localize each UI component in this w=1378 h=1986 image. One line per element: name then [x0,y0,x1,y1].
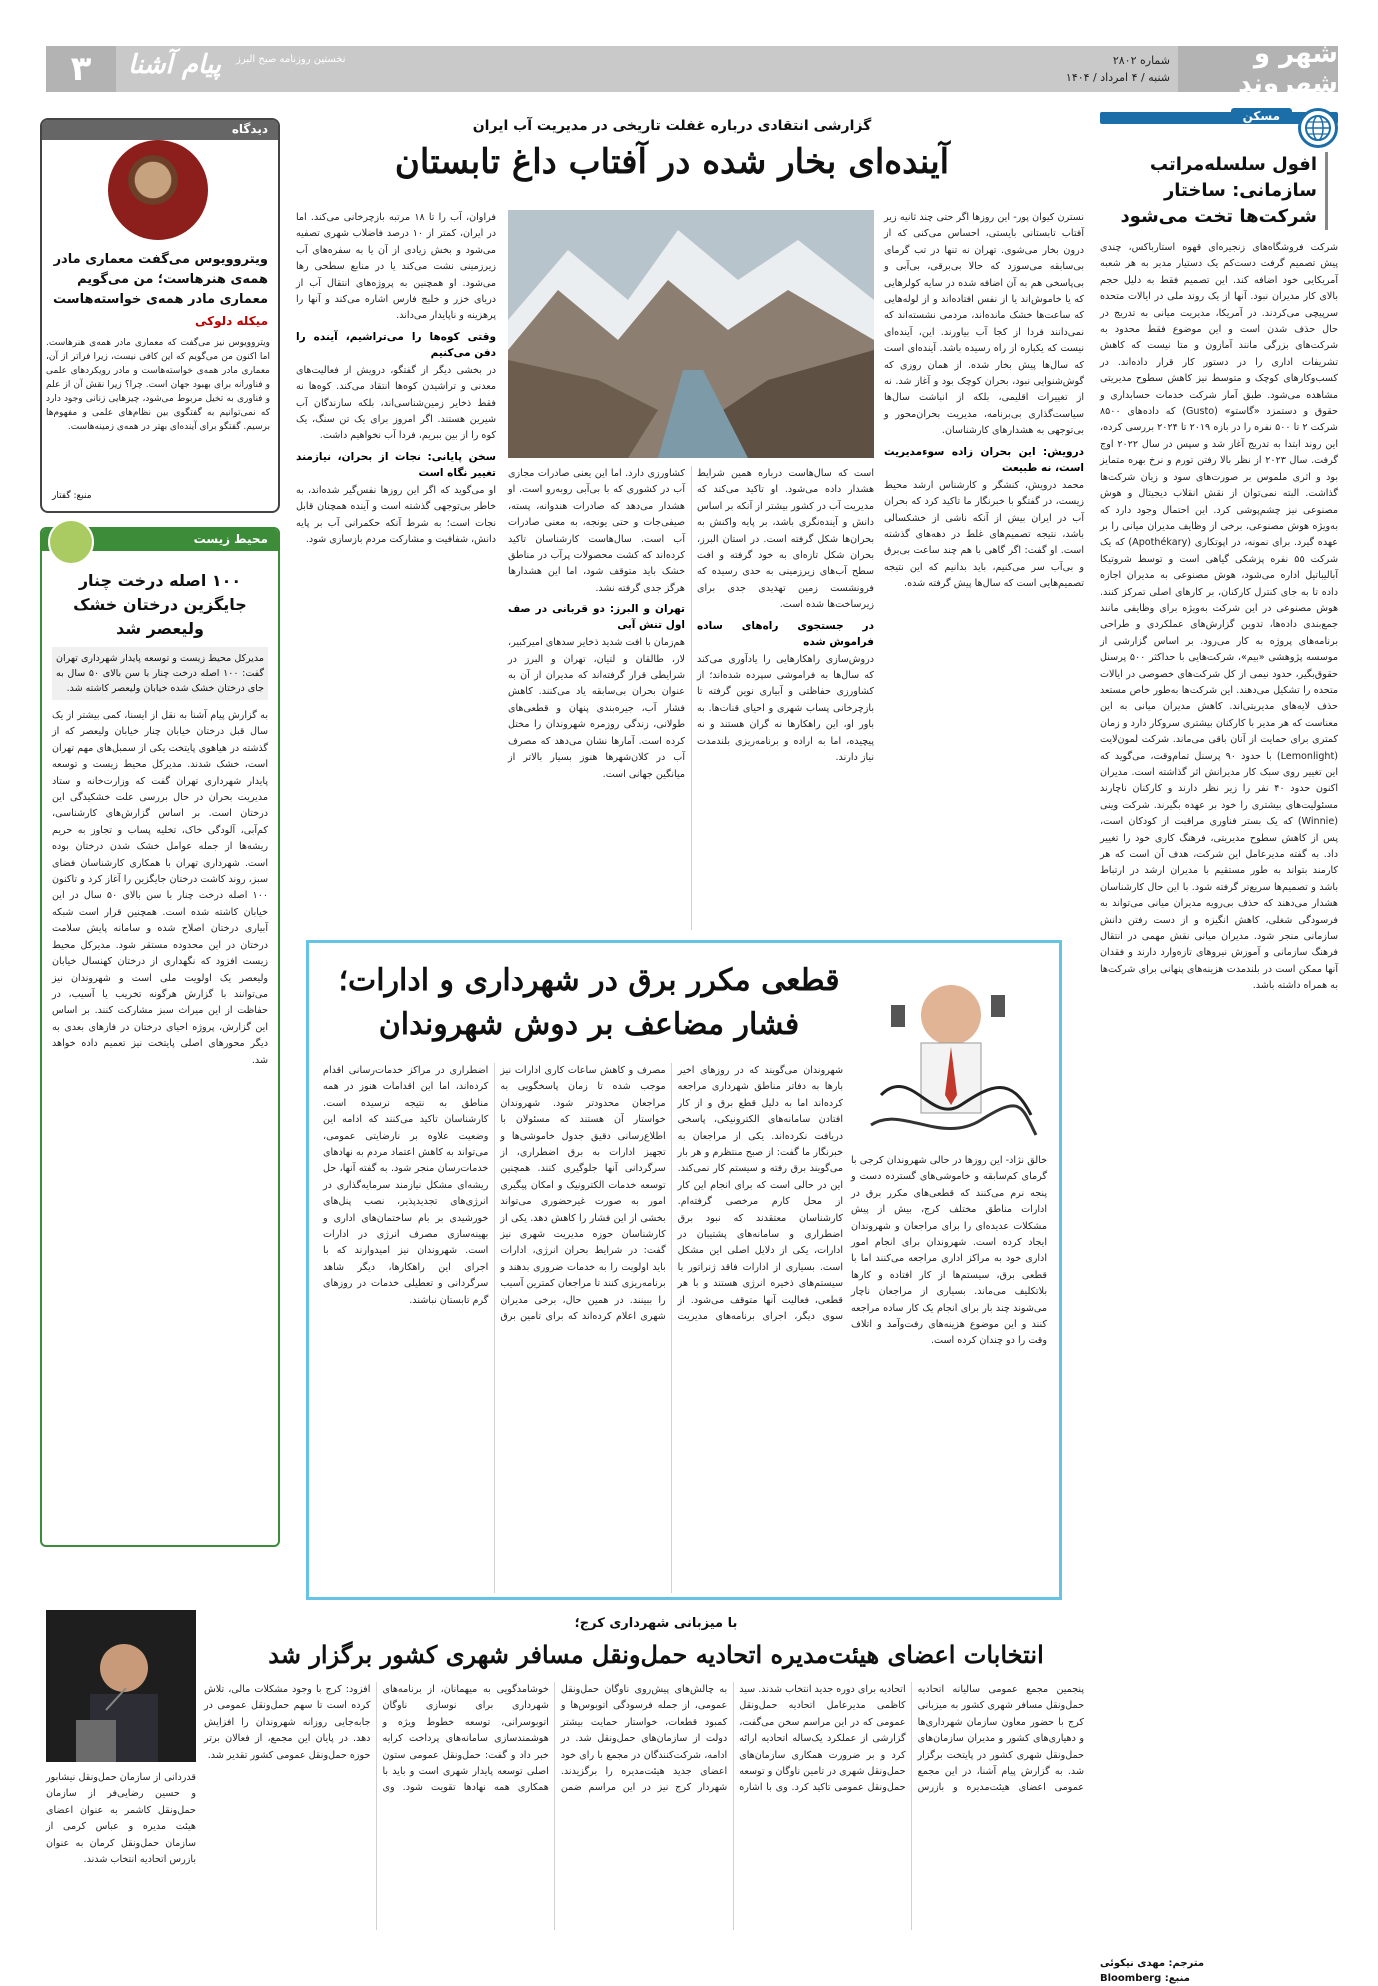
housing-article [1100,109,1338,1986]
issue-date: شنبه / ۴ امرداد / ۱۴۰۴ [1065,71,1170,84]
opinion-box [40,118,280,513]
housing-credit [1100,1956,1338,1986]
environment-tag: محیط زیست [42,529,278,551]
opinion-tag-label: دیدگاه [231,122,268,136]
photo-caption: قدردانی از سازمان حمل‌ونقل نیشابور و حسین رضایی‌فر از سازمان حمل‌ونقل کاشمر به عنوان اعضای هیئت مدیره و عباس کرمی از سازمان حمل‌ونقل کرمان به عنوان بازرس اتحادیه انتخاب شدند. [46,1772,196,1866]
issue-number: شماره ۲۸۰۲ [1112,54,1170,67]
opinion-source: منبع: گفتار [52,491,92,501]
page-number: ۳ [46,46,116,92]
left-column [40,118,280,1547]
transport-body: پنجمین مجمع عمومی سالیانه اتحادیه حمل‌ونقل مسافر شهری کشور به میزبانی کرج با حضور معاون سازمان شهرداری‌ها و دهیاری‌های کشور و مدیران سازمان‌های حمل‌ونقل شهری کشور در پایتخت برگزار شد. به گزارش پیام آشنا، در این مجمع عمومی اعضای هیئت‌مدیره و بازرس اتحادیه برای دوره جدید انتخاب شدند. سید کاظمی مدیرعامل اتحادیه حمل‌ونقل عمومی که در این مراسم سخن می‌گفت، گزارشی از عملکرد یک‌ساله اتحادیه ارائه کرد و بر ضرورت همکاری سازمان‌های حمل‌ونقل شهری در تامین ناوگان و توسعه حمل‌ونقل عمومی تاکید کرد. وی با اشاره به چالش‌های پیش‌روی ناوگان حمل‌ونقل عمومی، از جمله فرسودگی اتوبوس‌ها و کمبود قطعات، خواستار حمایت بیشتر دولت از سازمان‌های حمل‌ونقل شد. در ادامه، شرکت‌کنندگان در مجمع با رای خود اعضای جدید هیئت‌مدیره را برگزیدند. شهردار کرج نیز در این مراسم ضمن خوشامدگویی به میهمانان، از برنامه‌های شهرداری برای نوسازی ناوگان اتوبوسرانی، توسعه خطوط ویژه و هوشمندسازی سامانه‌های پرداخت کرایه خبر داد و گفت: حمل‌ونقل عمومی ستون اصلی توسعه پایدار شهری است و باید با همکاری همه نهادها تقویت شود. وی افزود: کرج با وجود مشکلات مالی، تلاش کرده است تا سهم حمل‌ونقل عمومی در جابه‌جایی روزانه شهروندان را افزایش دهد. در پایان این مجمع، از فعالان برتر حوزه حمل‌ونقل عمومی کشور تقدیر شد. [204,1684,1084,1794]
masthead [46,39,1338,99]
globe-icon [1298,108,1338,148]
subheading: وقتی کوه‌ها را می‌تراشیم، آینده را دفن می‌کنیم [296,330,496,359]
transport-article [46,1610,1088,1930]
speaker-photo [46,1610,196,1762]
newspaper-tagline: نخستین روزنامه صبح البرز [236,54,346,65]
paragraph: نسترن کیوان پور- این روزها اگر حتی چند ثانیه زیر آفتاب تابستانی بایستی، احساس می‌کنی که از درون بخار می‌شوی. تهران نه تنها در تب گرمای بی‌سابقه می‌سوزد که حالا بی‌برقی، بی‌آبی و بی‌پاسخی هم به آن اضافه شده در سایه کولرهایی که یا خاموش‌اند یا از نفس افتاده‌اند و از لوله‌هایی که ساعت‌ها خشک مانده‌اند، مردمی نشسته‌اند که نمی‌دانند فردا از کجا آب بیاورند. این، آینده‌ای نیست که یکباره از راه رسیده باشد. آینده‌ای است که سال‌ها پیش بخار شده. از همان روزی که گوش‌شنوایی نبود، بحران کوچک بود و آغاز شد. نه از تغییرات اقلیمی، بلکه از انباشت سال‌ها سیاست‌گذاری بی‌برنامه، مدیریت بحران‌محور و بی‌توجهی به هشدارهای کارشناسان. [884,212,1084,437]
subheading: تهران و البرز: دو قربانی در صف اول تنش آبی [508,603,685,632]
transport-title: انتخابات اعضای هیئت‌مدیره اتحادیه حمل‌ونقل مسافر شهری کشور برگزار شد [268,1640,1044,1669]
subheading: درویش: این بحران زاده سوءمدیریت است، نه طبیعت [884,445,1084,474]
paragraph: محمد درویش، کنشگر و کارشناس ارشد محیط زیست، در گفتگو با خبرنگار ما تاکید کرد که بحران آب در ایران بیش از آنکه ناشی از خشکسالی باشد، نتیجه تصمیم‌های غلط در دهه‌های گذشته است. او گفت: اگر گاهی با هم چند ساعت بی‌برق و بی‌آب سر می‌کنیم، باید بدانیم که این نتیجه تصمیم‌هایی است که سال‌ها پیش گرفته شده. [884,479,1084,590]
paragraph: فراوان، آب را تا ۱۸ مرتبه بازچرخانی می‌کند. اما در ایران، کمتر از ۱۰ درصد فاضلاب شهری تصفیه می‌شود و بخش زیادی از آن یا به سفره‌های آب زیرزمینی نشت می‌کند یا در منابع سطحی رها می‌شود. او همچنین به پروژه‌های انتقال آب از دریای خزر و خلیج فارس اشاره می‌کند و آنها را پرهزینه و ناپایدار می‌داند. [296,212,497,322]
power-lead-column: خالق نژاد- این روزها در حالی شهروندان کرجی با گرمای کم‌سابقه و خاموشی‌های گسترده دست و پنجه نرم می‌کنند که قطعی‌های مکرر برق در ادارات مناطق مختلف کرج، بیش از پیش مشکلات عدیده‌ای را برای مراجعان و شهروندان ایجاد کرده است. شهروندان برای انجام امور اداری خود به مراکز اداری مراجعه می‌کنند اما با قطعی برق، سیستم‌ها از کار افتاده و کارها بلاتکلیف می‌ماند. بسیاری از مراجعان ناچار می‌شوند چند بار برای انجام یک کار ساده مراجعه کنند و این موضوع هزینه‌های رفت‌وآمد و اتلاف وقت را دو چندان کرده است. [851,1155,1047,1347]
opinion-tag [42,120,278,140]
subheading: سخن پایانی: نجات از بحران، نیازمند تغییر نگاه است [296,450,496,479]
power-body: شهروندان می‌گویند که در روزهای اخیر بارها به دفاتر مناطق شهرداری مراجعه کرده‌اند اما به دلیل قطع برق و از کار افتادن سامانه‌های الکترونیکی، پاسخی دریافت نکرده‌اند. یکی از مراجعان به خبرنگار ما گفت: از صبح منتظرم و هر بار می‌گویند برق رفته و سیستم کار نمی‌کند. این در حالی است که برای انجام این کار از محل کارم مرخصی گرفته‌ام. کارشناسان معتقدند که نبود برق اضطراری و سامانه‌های پشتیبان در ادارات، یکی از دلایل اصلی این مشکل است. بسیاری از ادارات فاقد ژنراتور یا سیستم‌های ذخیره انرژی هستند و با هر قطعی، فعالیت آنها متوقف می‌شود. از سوی دیگر، اجرای برنامه‌های مدیریت مصرف و کاهش ساعات کاری ادارات نیز موجب شده تا زمان پاسخگویی به مراجعان محدودتر شود. شهروندان خواستار آن هستند که مسئولان با اطلاع‌رسانی دقیق جدول خاموشی‌ها و تجهیز ادارات به برق اضطراری، از سرگردانی آنها جلوگیری کنند. همچنین توسعه خدمات الکترونیک و امکان پیگیری امور به صورت غیرحضوری می‌تواند بخشی از این فشار را کاهش دهد. یکی از کارشناسان حوزه مدیریت شهری نیز گفت: در شرایط بحران انرژی، ادارات باید اولویت را به خدمات ضروری بدهند و برنامه‌ریزی کنند تا مراجعان کمترین آسیب را ببینند. در همین حال، برخی مدیران شهری اعلام کرده‌اند که برای تامین برق اضطراری در مراکز خدمات‌رسانی اقدام کرده‌اند، اما این اقدامات هنوز در همه مناطق به نتیجه نرسیده است. کارشناسان تاکید می‌کنند که ادامه این وضعیت علاوه بر نارضایتی عمومی، می‌تواند به کاهش اعتماد مردم به نهادهای خدمات‌رسان منجر شود. به گفته آنها، حل ریشه‌ای مشکل نیازمند سرمایه‌گذاری در انرژی‌های تجدیدپذیر، نصب پنل‌های خورشیدی بر بام ساختمان‌های اداری و بهینه‌سازی مصرف انرژی در ادارات است. شهروندان نیز امیدوارند که با اجرای این راهکارها، دیگر شاهد سرگردانی و تعطیلی خدمات در روزهای گرم تابستان نباشند. [323,1065,843,1323]
paragraph: در بخشی دیگر از گفتگو، درویش از فعالیت‌های معدنی و تراشیدن کوه‌ها انتقاد می‌کند. کوه‌ها نه فقط ذخایر زمین‌شناسی‌اند، بلکه سازندگان آب شیرین هستند. اگر امروز برای یک تن سنگ، یک کوه را از بین ببریم، فردا آب نخواهیم داشت. [296,364,496,442]
source: منبع: Bloomberg [1100,1973,1190,1984]
tree-icon [48,519,94,565]
translator: مترجم: مهدی نیکوئی [1100,1958,1205,1969]
housing-body: شرکت فروشگاه‌های زنجیره‌ای قهوه استارباکس، چندی پیش تصمیم گرفت دست‌کم یک دستیار مدیر به هر شعبه آمریکایی خود اضافه کند. این تصمیم فقط به دلیل حجم بالای کار مدیران نبود. آنها از یک روند ملی در ایالات متحده سرپیچی می‌کردند. در آمریکا، مدیریت میانی به تدریج در حال حذف شدن است و این موضوع فقط محدود به شرکت‌های بزرگی مانند آمازون و متا نیست که کاهش تشریفات اداری را در دستور کار قرار داده‌اند. در کسب‌وکارهای کوچک و متوسط نیز کاهش سطوح مدیریتی مشاهده می‌شود. طبق آمار شرکت خدمات حسابداری و حقوق و دستمزد «گاستو» (Gusto) که داده‌های ۸۵۰۰ شرکت ۲ تا ۵۰۰ نفره را در بازه ۲۰۱۹ تا ۲۰۲۴ بررسی کرده، این روند ابتدا به تدریج آغاز شد و سپس در سال ۲۰۲۲ اوج گرفت. سال ۲۰۲۳ از نظر بالا رفتن تورم و نرخ بهره متمایز بود و اثری ملموس بر صورت‌های سود و زیان شرکت‌ها گذاشت. البته نمی‌توان از نقش انقلاب دیجیتال و هوش مصنوعی نیز چشم‌پوشی کرد. این احتمال وجود دارد که به‌ویژه هوش مصنوعی، برخی از وظایف مدیران میانی را بر عهده گیرد. برای نمونه، در اپوتکاری (Apothékary) که یک شرکت ۵۵ نفره پزشکی گیاهی است و توسط شروتیکا آبالیباتیل اداره می‌شود، هوش مصنوعی به مدیران اجازه داده تا به جای کنترل کارکنان، بر کارهای اصلی تمرکز کنند. هوش مصنوعی در این شرکت به‌ویژه برای وظایفی مانند جمع‌بندی داده‌ها، تدوین گزارش‌های عملکردی و طراحی برنامه‌های پروژه به کار می‌رود. بر اساس گزارشی از موسسه پژوهشی «بیم»، شرکت‌هایی با حداکثر ۵۰۰ پرسنل حقوق‌بگیر، حدود نیمی از کل شرکت‌های خصوصی در ایالات متحده را تشکیل می‌دهند. این شرکت‌ها به‌طور خاص مستعد حذف لایه‌های مدیریتی‌اند. کاهش مدیران میانی به این معناست که هر مدیر با کارکنان بیشتری سروکار دارد و زمان کمتری برای حمایت از آنان باقی می‌ماند. شرکت لمون‌لایت (Lemonlight) با حدود ۹۰ پرسنل تمام‌وقت، می‌گوید که این تغییر روی سبک کار مدیرانش اثر گذاشته است. مدیران اکنون حدود ۴۰ نفر را زیر نظر دارند و کارکنان ناچارند مسئولیت‌های بیشتری را خود بر عهده بگیرند. شرکت وینی (Winnie) که یک بستر فناوری مراقبت از کودکان است، پس از کاهش سطوح مدیریتی، فرهنگ کاری خود را تغییر داد. به گفته مدیرعامل این شرکت، هدف آن است که هر کارمند بتواند به طور مستقیم با مدیران ارشد در ارتباط باشد و تصمیم‌ها سریع‌تر گرفته شود. با این حال کارشناسان هشدار می‌دهند که حذف بی‌رویه مدیران میانی می‌تواند به فرسودگی شغلی، کاهش انگیزه و از دست رفتن دانش سازمانی منجر شود. مدیران میانی نقش مهمی در انتقال فرهنگ سازمانی و آموزش نیروهای تازه‌وارد دارند و فقدان آنها ممکن است در بلندمدت هزینه‌های پنهانی برای شرکت‌ها به همراه داشته باشد. [1100,242,1338,992]
section-title: شهر و شهروند [1178,46,1338,92]
opinion-title: ویتروویوس می‌گفت معماری مادر همه‌ی هنرهاست؛ من می‌گویم معماری مادر همه‌ی خواسته‌هاست [53,252,268,307]
valley-photo [508,210,874,458]
environment-box [40,527,280,1547]
main-kicker: گزارشی انتقادی درباره غفلت تاریخی در مدیریت آب ایران [472,118,872,134]
transport-kicker: با میزبانی شهرداری کرج؛ [574,1616,738,1631]
main-column-4 [296,210,496,930]
housing-title: افول سلسله‌مراتب سازمانی: ساختار شرکت‌ها تخت می‌شود [1100,152,1328,230]
paragraph: او می‌گوید که اگر این روزها نفس‌گیر شده‌اند، به خاطر بی‌توجهی گذشته است و آینده همچنان قابل نجات است؛ به شرط آنکه حکمرانی آب بر پایه دانش، شفافیت و مشارکت مردم بازسازی شود. [296,484,496,546]
power-outage-article [306,940,1062,1600]
subheading: در جستجوی راه‌های ساده فراموش شده [697,619,874,648]
author-photo [108,140,208,240]
paragraph: هم‌زمان با افت شدید ذخایر سدهای امیرکبیر، لار، طالقان و لتیان، تهران و البرز در شرایطی قرار گرفته‌اند که مدیران از آن به عنوان بحران بی‌سابقه یاد می‌کنند. کاهش فشار آب، جیره‌بندی پنهان و قطعی‌های طولانی، زندگی روزمره شهروندان را مختل کرده است. آمارها نشان می‌دهد که مصرف آب در کلان‌شهرها هنوز بسیار بالاتر از میانگین جهانی است. [508,637,685,780]
environment-body: به گزارش پیام آشنا به نقل از ایسنا، کمی بیشتر از یک سال قبل درختان خیابان چنار خیابان ولیعصر که از گذشته در هیاهوی پایتخت یکی از سمبل‌های مهم تهران است، خشک شدند. مدیرکل محیط زیست و توسعه پایدار شهرداری تهران گفت که وزارت‌خانه و ستاد مدیریت بحران در حال بررسی علت خشکیدگی این درختان است. بر اساس گزارش‌های کارشناسی، کم‌آبی، آلودگی خاک، تخلیه پساب و تجاوز به حریم ریشه‌ها از جمله عوامل خشک شدن درختان بوده است. شهرداری تهران با همکاری کارشناسان فضای سبز، روند کاشت درختان جایگزین را آغاز کرد و تاکنون ۱۰۰ اصله درخت چنار با سن بالای ۵۰ سال در این خیابان کاشته شده است. همچنین قرار است شبکه آبیاری درختان اصلاح شده و سامانه پایش سلامت درختان در این محدوده مستقر شود. مدیرکل محیط زیست افزود که نگهداری از درختان کهنسال خیابان ولیعصر یک اولویت ملی است و شهروندان نیز می‌توانند با گزارش هرگونه تخریب یا آسیب، در حفاظت از این میراث سبز مشارکت کنند. بر اساس این گزارش، پروژه احیای درختان در فازهای بعدی به دیگر محورهای اصلی پایتخت نیز تعمیم داده خواهد شد. [52,710,269,1066]
paragraph: کشاورزی دارد. اما این یعنی صادرات مجازی آب در کشوری که با بی‌آبی روبه‌رو است. او هشدار می‌دهد که صادرات هندوانه، پسته، صیفی‌جات و حتی یونجه، به معنی صادرات آب است. سال‌هاست کارشناسان تاکید کرده‌اند که کشت محصولات پرآب در مناطق خشک باید متوقف شود، اما این هشدارها هرگز جدی گرفته نشد. [508,468,685,594]
opinion-author: میکله دلوکی [195,314,268,328]
paragraph: است که سال‌هاست درباره همین شرایط هشدار داده می‌شود. او تاکید می‌کند که مدیریت آب در کشور بیشتر از آنکه بر اساس دانش و آینده‌نگری باشد، بر پایه واکنش به بحران‌ها شکل گرفته است. در استان البرز، بحران شکل تازه‌ای به خود گرفته و افت سطح آب‌های زیرزمینی به حدی رسیده که فرونشست زمین تهدیدی جدی برای زیرساخت‌ها شده است. [697,468,874,611]
section-band [1100,109,1338,124]
opinion-body: ویتروویوس نیز می‌گفت که معماری مادر همه‌ی هنرهاست. اما اکنون من می‌گویم که این کافی نیست، زیرا فراتر از آن، معماری مادر همه‌ی خواسته‌هاست و مادر رویکردهای علمی و فناورانه برای بهبود جهان است. چرا؟ زیرا نقش آن از علم و فناوری به تخیل مربوط می‌شود، چیزهایی زنانی وجود دارد که نمی‌توانیم به گفتگوی بین نظام‌های علمی و مفهوم‌ها برسیم. گفتگو برای آینده‌ای بهتر در همه‌ی زمینه‌هاست. [46,338,270,432]
paragraph: دروش‌سازی راهکارهایی را یادآوری می‌کند که سال‌ها به فراموشی سپرده شده‌اند؛ از کشاورزی حفاظتی و آبیاری نوین گرفته تا بازچرخانی پساب شهری و احیای قنات‌ها. به باور او، این راهکارها نه گران هستند و نه پیچیده، اما به اراده و برنامه‌ریزی بلندمدت نیاز دارند. [697,653,874,764]
section-band-label: مسکن [1231,108,1292,124]
main-columns-under-photo [508,466,874,930]
issue-info [1066,52,1170,86]
environment-title: ۱۰۰ اصله درخت چنار جایگزین درختان خشک ولیعصر شد [73,571,247,638]
power-title: قطعی مکرر برق در شهرداری و ادارات؛ فشار مضاعف بر دوش شهروندان [338,963,840,1042]
main-title: آینده‌ای بخار شده در آفتاب داغ تابستان [394,142,950,182]
environment-lead: مدیرکل محیط زیست و توسعه پایدار شهرداری تهران گفت: ۱۰۰ اصله درخت چنار با سن بالای ۵۰ سال به جای درختان خشک شده خیابان ولیعصر کاشته شد. [52,647,268,700]
main-column-1 [884,210,1084,930]
newspaper-logo: پیام آشنا [128,50,221,80]
stressed-man-illustration [861,955,1041,1145]
